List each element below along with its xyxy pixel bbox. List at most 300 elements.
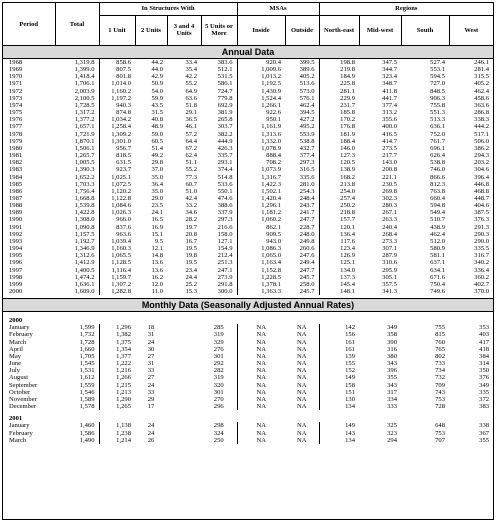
units5plus-cell: 270 (213, 395, 224, 403)
table-row (3, 252, 493, 259)
midwest-cell: 240.4 (382, 223, 397, 231)
table-row (3, 274, 493, 281)
northeast-cell: 123.4 (319, 245, 359, 252)
west-cell: 462.4 (474, 87, 489, 95)
units3to4-cell: 19.5 (185, 259, 197, 267)
period-cell: April (9, 345, 23, 353)
units3to4-cell: 19.7 (185, 223, 197, 231)
total-cell: 1,317.2 (74, 109, 95, 117)
units5plus-cell: 158.0 (217, 230, 233, 238)
outside-cell: 553.9 (299, 130, 315, 138)
midwest-cell: 334 (387, 395, 397, 403)
total-cell: 1,418.4 (74, 73, 95, 81)
south-cell: 549.4 (430, 209, 445, 217)
northeast-cell: 181.9 (319, 131, 359, 138)
table-row (3, 382, 493, 389)
west-cell: 315.5 (474, 73, 489, 81)
period-cell: 1988 (9, 202, 23, 210)
northeast-cell: 158 (319, 382, 359, 389)
midwest-cell: 341.3 (382, 288, 397, 295)
unit1-cell: 1,197.2 (99, 95, 135, 102)
midwest-cell: 200.8 (382, 166, 397, 174)
table-row (3, 181, 493, 188)
units2-cell: 16.5 (151, 216, 163, 224)
total-cell: 1,732 (79, 331, 95, 339)
total-cell: 1,346.9 (74, 245, 95, 253)
units2-cell: 24.1 (151, 209, 163, 217)
total-cell: 1,157.5 (74, 230, 95, 238)
south-cell: 512.0 (430, 237, 445, 245)
midwest-cell: 344.7 (382, 66, 397, 74)
total-cell: 1,652.2 (74, 173, 95, 181)
outside-cell: NA (296, 436, 307, 444)
empty-cell (167, 396, 201, 403)
year-row (3, 317, 493, 324)
period-cell: 1978 (9, 130, 23, 138)
empty-cell (167, 430, 201, 437)
units2to4-cell: 33 (147, 388, 155, 396)
units3to4-cell: 51.8 (185, 101, 197, 109)
outside-cell: NA (296, 345, 307, 353)
table-row (3, 267, 493, 274)
units3to4-cell: 20.8 (185, 230, 197, 238)
table-row (3, 324, 493, 331)
period-cell: March (9, 338, 27, 346)
units5plus-cell: 319 (213, 331, 224, 339)
total-cell: 1,312.6 (74, 252, 95, 260)
inside-cell: 1,228.5 (237, 274, 285, 281)
south-cell: 581.1 (430, 252, 445, 260)
northeast-cell: 168.2 (319, 174, 359, 181)
units5plus-cell: 335.7 (217, 152, 233, 160)
west-cell: 403 (479, 331, 490, 339)
outside-cell: 297.3 (299, 159, 315, 167)
period-cell: 1982 (9, 159, 23, 167)
total-cell: 1,090.8 (74, 223, 95, 231)
units5plus-cell: 276 (213, 345, 224, 353)
midwest-cell: 377.4 (382, 101, 397, 109)
period-cell: 1993 (9, 237, 23, 245)
northeast-cell: 138.9 (319, 166, 359, 173)
inside-cell: 1,266.1 (237, 102, 285, 109)
outside-cell: 228.7 (299, 223, 315, 231)
table-row (3, 195, 493, 202)
units5plus-cell: 296 (213, 403, 224, 411)
units5plus-cell: 426.3 (217, 144, 233, 152)
unit1-cell: 1,215 (99, 382, 135, 389)
total-cell: 1,636.1 (74, 280, 95, 288)
total-cell: 1,399.0 (74, 66, 95, 74)
units2to4-cell: 24 (147, 338, 155, 346)
outside-cell: 247.7 (299, 216, 315, 224)
units3to4-cell: 46.1 (185, 123, 197, 131)
northeast-cell: 149 (319, 374, 359, 381)
northeast-cell: 136.4 (319, 231, 359, 238)
west-cell: 396.4 (474, 173, 489, 181)
inside-cell: NA (237, 430, 285, 437)
unit1-cell: 874.8 (99, 109, 135, 116)
south-cell: 760 (435, 338, 445, 346)
west-cell: 363.6 (474, 101, 489, 109)
unit1-cell: 1,265 (99, 403, 135, 410)
table-row (3, 360, 493, 367)
northeast-cell: 125.1 (319, 259, 359, 266)
units3to4-cell: 34.6 (185, 209, 197, 217)
period-cell: 1983 (9, 166, 23, 174)
units5plus-cell: 324 (213, 429, 224, 437)
units2to4-cell: 30 (147, 345, 155, 353)
total-cell: 1,586 (79, 429, 95, 437)
units3to4-cell: 16.7 (185, 237, 197, 245)
west-cell: 316.7 (474, 252, 489, 260)
total-cell: 1,599 (79, 324, 95, 332)
midwest-cell: 313.2 (382, 109, 397, 117)
unit1-cell: 1,138 (99, 422, 135, 429)
south-cell: 765 (435, 345, 445, 353)
west-cell: 417 (479, 338, 490, 346)
table-row (3, 281, 493, 288)
northeast-cell: 254.0 (319, 188, 359, 195)
unit1-cell: 1,238 (99, 430, 135, 437)
south-cell: 761.7 (430, 137, 445, 145)
units5plus-cell: 692.9 (217, 101, 233, 109)
west-cell: 360.2 (474, 273, 489, 281)
period-cell: 1970 (9, 73, 23, 81)
total-cell: 1,612 (79, 374, 95, 382)
units5plus-cell: 291.8 (217, 280, 233, 288)
northeast-cell: 281.1 (319, 88, 359, 95)
midwest-cell: 414.7 (382, 137, 397, 145)
northeast-cell: 231.7 (319, 102, 359, 109)
regions-header: Regions (319, 3, 493, 15)
outside-cell: 245.7 (299, 288, 315, 295)
outside-cell: 394.5 (299, 109, 315, 117)
inside-cell: 920.4 (237, 59, 285, 66)
units2to4-cell: 27 (147, 352, 155, 360)
period-cell: February (9, 331, 33, 339)
total-cell: 1,546 (79, 388, 95, 396)
south-cell: 594.8 (430, 202, 445, 210)
units5plus-cell: 273.9 (217, 273, 233, 281)
inside-cell: NA (237, 346, 285, 353)
inside-cell: NA (237, 353, 285, 360)
west-cell: 402.7 (474, 280, 489, 288)
table-row (3, 245, 493, 252)
unit1-cell: 1,122.8 (99, 195, 135, 202)
table-row (3, 159, 493, 166)
west-cell: 353 (479, 324, 490, 332)
total-cell: 1,192.7 (74, 237, 95, 245)
units2-cell: 12.1 (151, 245, 163, 253)
total-cell: 1,578 (79, 403, 95, 411)
table-row (3, 102, 493, 109)
units5plus-cell: 127.1 (217, 237, 233, 245)
west-cell: 203.2 (474, 159, 489, 167)
south-cell: 510.7 (430, 216, 445, 224)
south-cell: 733 (435, 360, 445, 368)
midwest-cell: 400.0 (382, 123, 397, 131)
inside-cell: NA (237, 382, 285, 389)
south-cell: 755.8 (430, 101, 445, 109)
west-cell: 338 (479, 422, 490, 430)
unit1-cell: 1,375 (99, 339, 135, 346)
northeast-cell: 142 (319, 324, 359, 331)
period-cell: June (9, 360, 22, 368)
unit1-cell: 1,160.3 (99, 245, 135, 252)
west-cell: 281.4 (474, 66, 489, 74)
inside-cell: NA (237, 374, 285, 381)
table-row (3, 216, 493, 223)
unit1-cell: 1,025.1 (99, 174, 135, 181)
empty-cell (167, 324, 201, 331)
inside-cell: 1,313.6 (237, 131, 285, 138)
units5plus-cell: 382.2 (217, 130, 233, 138)
south-cell: 553.1 (430, 66, 445, 74)
unit1-cell: 1,377 (99, 353, 135, 360)
period-cell: 1997 (9, 266, 23, 274)
northeast-cell: 151 (319, 389, 359, 396)
table-row (3, 123, 493, 130)
inside-cell: 1,363.3 (237, 288, 285, 295)
midwest-cell: 268.4 (382, 230, 397, 238)
units3to4-cell: 29.1 (185, 109, 197, 117)
period-cell: 1979 (9, 137, 23, 145)
west-header: West (449, 15, 493, 45)
period-cell: 1998 (9, 273, 23, 281)
unit1-cell: 1,120.2 (99, 188, 135, 195)
outside-cell: 247.6 (299, 252, 315, 260)
west-cell: 367 (479, 429, 490, 437)
inside-cell: 1,422.3 (237, 181, 285, 188)
unit1-cell: 818.5 (99, 152, 135, 159)
in-structures-header: In Structures With (99, 3, 237, 15)
northeast-cell: 156 (319, 331, 359, 338)
units3to4-cell: 51.1 (185, 159, 197, 167)
south-cell: 906.3 (430, 94, 445, 102)
period-cell: November (9, 395, 37, 403)
units2-cell: 49.2 (151, 152, 163, 160)
midwest-cell: 323.4 (382, 73, 397, 81)
units2-cell: 42.9 (151, 73, 163, 81)
south-cell: 527.4 (430, 59, 445, 66)
table-row (3, 152, 493, 159)
total-cell: 1,490 (79, 436, 95, 444)
west-cell: 384 (479, 352, 490, 360)
empty-cell (167, 389, 201, 396)
total-cell: 1,412.9 (74, 259, 95, 267)
midwest-cell: 294 (387, 436, 397, 444)
table-row (3, 145, 493, 152)
period-cell: 1989 (9, 209, 23, 217)
year-row (3, 415, 493, 422)
total-cell: 1,531 (79, 367, 95, 375)
northeast-cell: 157.7 (319, 216, 359, 223)
table-row (3, 353, 493, 360)
units2-cell: 36.4 (151, 180, 163, 188)
outside-cell: 316.5 (299, 166, 315, 174)
total-cell: 1,870.1 (74, 137, 95, 145)
units2to4-cell: 24 (147, 429, 155, 437)
units2-cell: 43.5 (151, 101, 163, 109)
total-cell: 1,609.0 (74, 288, 95, 295)
northeast-cell: 184.9 (319, 73, 359, 80)
column-headers (3, 3, 493, 45)
south-cell: 707 (435, 436, 445, 444)
south-cell: 709 (435, 381, 445, 389)
south-cell: 636.1 (430, 123, 445, 131)
inside-cell: 1,181.2 (237, 209, 285, 216)
outside-cell: NA (296, 422, 307, 430)
northeast-cell: 213.8 (319, 181, 359, 188)
period-cell: May (9, 352, 22, 360)
units5plus-cell: 154.9 (217, 245, 233, 253)
units2-cell: 31.5 (151, 109, 163, 117)
annual-data-title: Annual Data (3, 45, 493, 59)
northeast-cell: 126.9 (319, 252, 359, 259)
outside-cell: NA (296, 367, 307, 375)
table-row (3, 259, 493, 266)
south-cell: 815 (435, 331, 445, 339)
empty-cell (167, 339, 201, 346)
midwest-cell: 441.7 (382, 94, 397, 102)
table-row (3, 202, 493, 209)
south-cell: 513.3 (430, 116, 445, 124)
period-cell: 1972 (9, 87, 23, 95)
table-row (3, 116, 493, 123)
outside-cell: 260.6 (299, 245, 315, 253)
period-cell: 1986 (9, 187, 23, 195)
west-cell: 246.1 (474, 59, 489, 66)
outside-cell: 248.0 (299, 230, 315, 238)
inside-cell: 1,192.5 (237, 80, 285, 87)
northeast-cell: 145.4 (319, 281, 359, 288)
units5plus-cell: 300.0 (217, 288, 233, 295)
unit1-cell: 1,014.0 (99, 80, 135, 87)
period-cell: 1977 (9, 123, 23, 131)
northeast-cell: 139 (319, 353, 359, 360)
table-row (3, 422, 493, 429)
unit1-cell: 1,072.5 (99, 181, 135, 188)
west-cell: 372 (479, 395, 490, 403)
units5plus-cell: 320 (213, 381, 224, 389)
northeast-cell: 134 (319, 437, 359, 444)
inside-cell: 950.1 (237, 116, 285, 123)
unit1-cell: 1,258.4 (99, 123, 135, 130)
units3to4-cell: 51.0 (185, 187, 197, 195)
inside-cell: NA (237, 367, 285, 374)
outside-cell: 405.2 (299, 73, 315, 81)
unit1-cell: 1,382 (99, 331, 135, 338)
units5plus-cell: 531.5 (217, 73, 233, 81)
west-cell: 370.0 (474, 288, 489, 295)
units5plus-cell: 533.6 (217, 180, 233, 188)
northeast-cell: 250.2 (319, 202, 359, 209)
outside-cell: 243.7 (299, 202, 315, 210)
south-cell: 732 (435, 374, 445, 382)
midwest-cell: 305.1 (382, 273, 397, 281)
unit1-cell: 1,084.6 (99, 202, 135, 209)
units2-cell: 40.8 (151, 116, 163, 124)
south-cell: 671.6 (430, 273, 445, 281)
south-cell: 637.1 (430, 259, 445, 267)
outside-cell: 281.0 (299, 180, 315, 188)
outside-cell: NA (296, 374, 307, 382)
period-cell: 1971 (9, 80, 23, 88)
unit1-cell: 1,160.2 (99, 88, 135, 95)
total-cell: 1,377.2 (74, 116, 95, 124)
period-header: Period (19, 20, 39, 28)
unit1-cell: 956.7 (99, 145, 135, 152)
table-row (3, 430, 493, 437)
total-cell: 1,319.8 (74, 59, 95, 66)
units5plus-header: 5 Units or More (201, 15, 237, 45)
units5plus-cell: 779.8 (217, 94, 233, 102)
unit1-cell: 801.8 (99, 73, 135, 80)
south-cell: 438.9 (430, 223, 445, 231)
west-cell: 418 (479, 345, 490, 353)
midwest-cell: 280.3 (382, 202, 397, 210)
south-cell: 750.4 (430, 280, 445, 288)
inside-cell: NA (237, 422, 285, 429)
units5plus-cell: 216.6 (217, 223, 233, 231)
west-cell: 336.4 (474, 266, 489, 274)
south-cell: 743 (435, 388, 445, 396)
outside-header: Outside (285, 15, 319, 45)
table-row (3, 288, 493, 295)
northeast-cell: 219.8 (319, 66, 359, 73)
west-cell: 335 (479, 388, 490, 396)
period-cell: 1975 (9, 109, 23, 117)
south-cell: 802 (435, 352, 445, 360)
inside-cell: 1,378.1 (237, 281, 285, 288)
empty-cell (167, 331, 201, 338)
south-cell: 462.4 (430, 230, 445, 238)
units2to4-cell: 31 (147, 331, 155, 339)
outside-cell: 254.3 (299, 187, 315, 195)
midwest-cell: 416.5 (382, 130, 397, 138)
inside-cell: 909.5 (237, 231, 285, 238)
units3to4-cell: 60.7 (185, 180, 197, 188)
total-cell: 1,728.5 (74, 101, 95, 109)
inside-cell: 1,420.4 (237, 195, 285, 202)
total-cell: 1,668.8 (74, 194, 95, 202)
units2-cell: 51.4 (151, 144, 163, 152)
units2to4-cell: 24 (147, 422, 155, 430)
northeast-cell: 152 (319, 367, 359, 374)
table-row (3, 374, 493, 381)
units3to4-cell: 28.2 (185, 216, 197, 224)
units3to4-cell: 42.2 (185, 73, 197, 81)
midwest-cell: 333 (387, 403, 397, 411)
south-cell: 660.4 (430, 194, 445, 202)
empty-cell (167, 360, 201, 367)
outside-cell: 427.2 (299, 116, 315, 124)
outside-cell: 495.2 (299, 123, 315, 131)
unit1-cell: 1,222 (99, 360, 135, 367)
unit1-cell: 1,159.7 (99, 274, 135, 281)
unit1-cell: 1,301.0 (99, 138, 135, 145)
west-cell: 376.3 (474, 216, 489, 224)
units2to4-cell: 31 (147, 360, 155, 368)
west-cell: 386.2 (474, 144, 489, 152)
west-cell: 286.8 (474, 109, 489, 117)
table-row (3, 403, 493, 410)
total-cell: 1,756.4 (74, 187, 95, 195)
units2-cell: 37.0 (151, 166, 163, 174)
table-row (3, 238, 493, 245)
total-cell: 1,422.8 (74, 209, 95, 217)
total-cell: 2,003.9 (74, 87, 95, 95)
